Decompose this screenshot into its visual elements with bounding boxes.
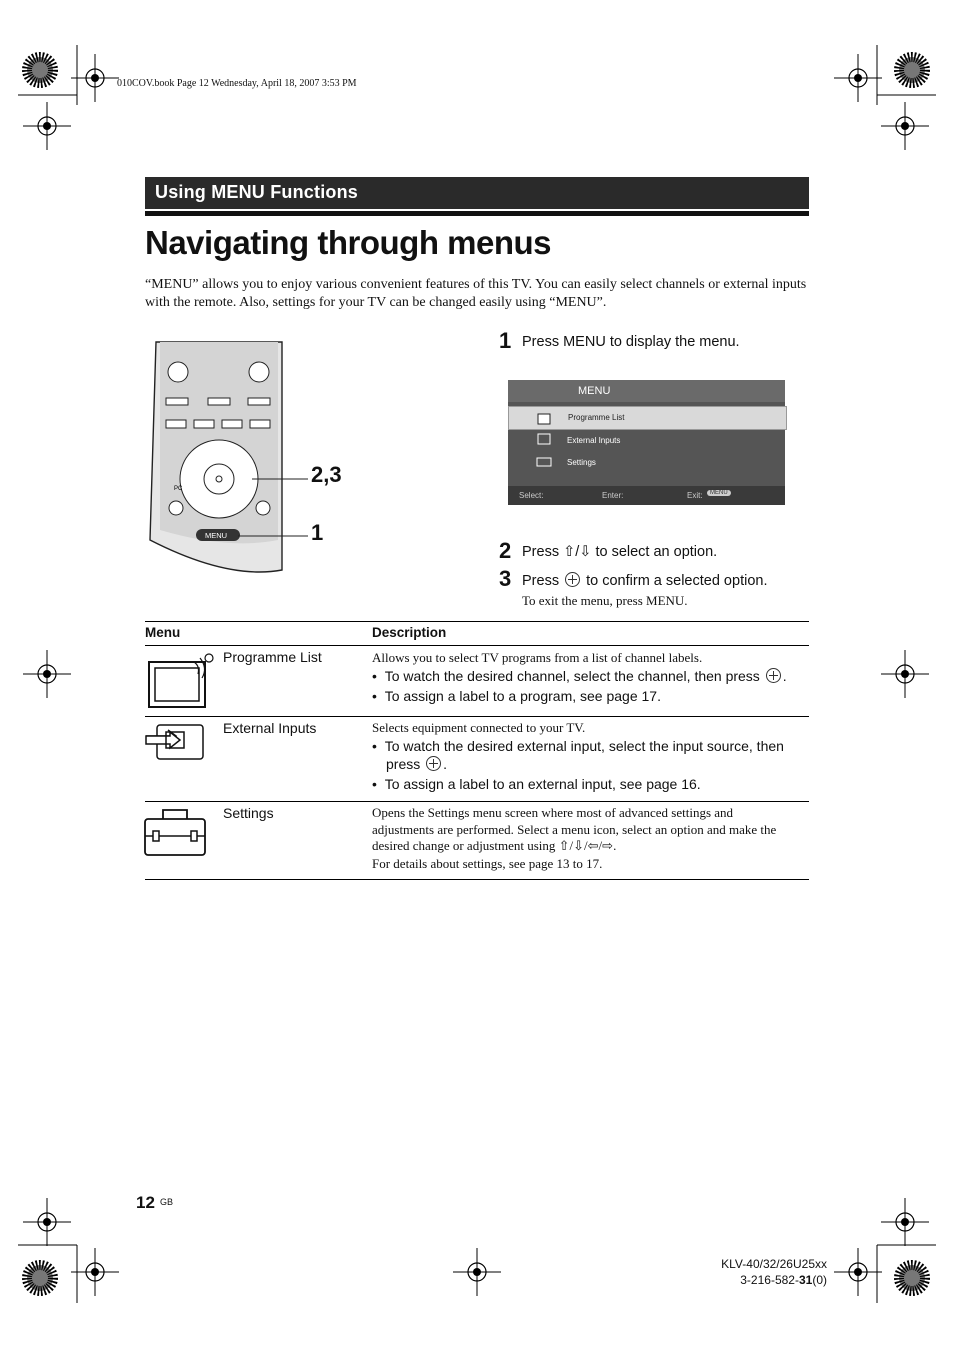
table-header-menu: Menu <box>145 625 181 640</box>
settings-description-line-1: Opens the Settings menu screen where most of advanced settings and <box>372 805 734 820</box>
arrow-keys-icon: ⇧/⇩/⇦/⇨ <box>558 838 614 853</box>
page-title: Navigating through menus <box>145 224 552 261</box>
table-row-rule <box>145 716 809 717</box>
step-2-text: Press ⇧/⇩ to select an option. <box>522 544 718 560</box>
table-header-description: Description <box>372 625 447 640</box>
enter-button-icon <box>426 756 441 771</box>
tv-menu-screenshot <box>508 380 785 505</box>
section-title: Using MENU Functions <box>155 182 358 202</box>
page-number: 12 <box>136 1193 155 1212</box>
callout-1: 1 <box>311 520 324 545</box>
osd-item-external-inputs: External Inputs <box>567 436 621 445</box>
callout-2-3: 2,3 <box>311 462 342 487</box>
osd-header: MENU <box>578 385 611 397</box>
enter-button-icon <box>766 668 781 683</box>
programme-list-icon <box>537 411 555 425</box>
settings-toolbox-icon <box>143 806 207 858</box>
menu-name-settings: Settings <box>223 805 274 821</box>
svg-text:PC: PC <box>174 486 183 492</box>
external-inputs-bullet-2: • To assign a label to an external input, see page 16. <box>372 776 701 792</box>
external-inputs-icon <box>144 722 206 762</box>
external-inputs-bullet-1: • To watch the desired external input, select the input source, then <box>372 738 784 754</box>
table-bottom-rule <box>145 879 809 880</box>
settings-description-line-2: adjustments are performed. Select a menu icon, select an option and make the <box>372 822 777 837</box>
up-down-arrow-icon: ⇧/⇩ <box>563 544 592 560</box>
programme-list-icon <box>146 652 216 710</box>
step-2-number: 2 <box>499 538 512 563</box>
step-1-number: 1 <box>499 328 512 353</box>
settings-description-line-3: desired change or adjustment using ⇧/⇩/⇦/⇨. <box>372 838 617 853</box>
osd-footer-exit: Exit: <box>687 491 703 500</box>
osd-footer-enter: Enter: <box>602 491 624 500</box>
section-header <box>145 177 809 209</box>
table-header-rule <box>145 645 809 646</box>
intro-paragraph: “MENU” allows you to enjoy various convenient features of this TV. You can easily select channels or external inputs with the remote. Also, settings for your TV can be changed easily using “MENU”. <box>145 277 807 310</box>
section-rule <box>145 211 809 216</box>
external-inputs-bullet-1-cont: press . <box>386 756 448 772</box>
external-inputs-description: Selects equipment connected to your TV. <box>372 720 586 735</box>
settings-toolbox-icon <box>536 455 552 467</box>
step-3-note: To exit the menu, press MENU. <box>522 593 688 608</box>
print-header: 010COV.book Page 12 Wednesday, April 18, 2007 3:53 PM <box>117 78 357 89</box>
osd-item-settings: Settings <box>567 458 596 467</box>
model-number: KLV-40/32/26U25xx 3-216-582-31(0) <box>721 1257 827 1287</box>
step-1-text: Press MENU to display the menu. <box>522 334 740 350</box>
table-row-rule <box>145 801 809 802</box>
enter-button-icon <box>565 572 580 587</box>
external-inputs-icon <box>536 433 552 445</box>
page-number-suffix: GB <box>160 1197 174 1207</box>
osd-footer-select: Select: <box>519 491 544 500</box>
settings-description-line-4: For details about settings, see page 13 to 17. <box>372 856 603 871</box>
programme-list-description: Allows you to select TV programs from a list of channel labels. <box>372 650 703 665</box>
step-3-number: 3 <box>499 566 512 591</box>
programme-list-bullet-2: • To assign a label to a program, see page 17. <box>372 688 661 704</box>
table-top-rule <box>145 621 809 622</box>
svg-text:MENU: MENU <box>205 531 228 540</box>
step-3-text: Press to confirm a selected option. <box>522 573 768 589</box>
menu-name-programme-list: Programme List <box>223 649 322 665</box>
osd-exit-key: MENU <box>707 490 731 496</box>
programme-list-bullet-1: • To watch the desired channel, select the channel, then press . <box>372 668 787 684</box>
menu-name-external-inputs: External Inputs <box>223 720 317 736</box>
osd-item-programme-list: Programme List <box>568 413 625 422</box>
